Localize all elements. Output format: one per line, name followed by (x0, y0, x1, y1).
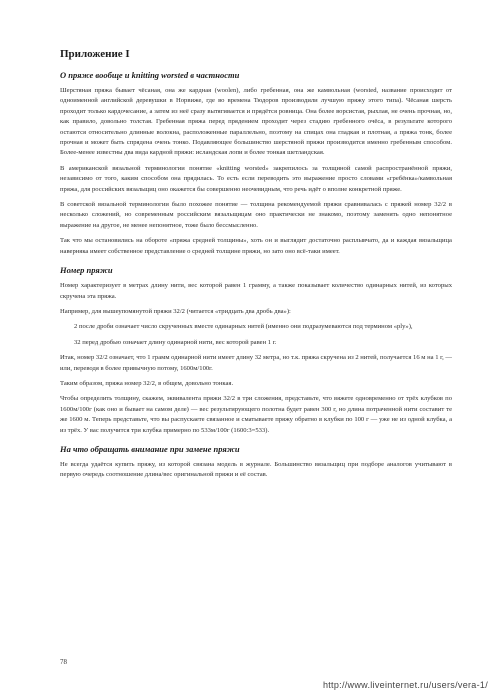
paragraph-6: Например, для вышеупомянутой пряжи 32/2 (читается «тридцать два дробь два»): (60, 307, 291, 315)
section-heading-yarn-substitution: На что обращать внимание при замене пряжи (60, 443, 240, 454)
appendix-title: Приложение I (60, 48, 130, 60)
paragraph-3: В советской вязальной терминологии было похожее понятие — толщина рекомендуемой пряжи сравнивалась с пряжей номер 32/2 в несколько сложений, но современным российским вязальщицам оно практически не знакомо, поэтому заменять одно непонятное выражение на другое, не менее непонятное, тоже было бессмысленно. (60, 201, 452, 229)
paragraph-11: Чтобы определить толщину, скажем, эквивалента пряжи 32/2 в три сложения, представьте, что вяжете одновременно от трёх клубков по 1600м/100г (как оно и бывает на самом деле) — вес результирующего полотна будет равен 300 г, но длина потраченной нити составит те же 1600 м. Теперь представьте, что вы распускаете связанное и сматываете пряжу обратно в клубки по 100 г — уже не из одной клубка, а из трёх. У вас получится три клубка примерно по 533м/100г (1600:3=533). (60, 395, 452, 434)
paragraph-5: Номер характеризует в метрах длину нити, вес которой равен 1 грамму, а также показывает количество одинарных нитей, из которых скручена эта пряжа. (60, 282, 452, 300)
paragraph-4: Так что мы остановились на обороте «пряжа средней толщины», хоть он и выглядит достаточно расплывчато, да и каждая вязальщица наверняка имеет собственное представление о средней толщине пряжи, но зато оно всё-таки имеет. (60, 237, 452, 255)
watermark-url: http://www.liveinternet.ru/users/vera-1/ (322, 680, 488, 690)
paragraph-8: 32 перед дробью означает длину одинарной нити, вес которой равен 1 г. (74, 338, 277, 346)
page-number: 78 (60, 658, 67, 666)
section-heading-yarn-number: Номер пряжи (60, 265, 113, 276)
paragraph-12: Не всегда удаётся купить пряжу, из которой связана модель в журнале. Большинство вязальщиц при подборе аналогов учитывают в первую очередь соотношение длина/вес оригинальной пряжи и её состав. (60, 460, 452, 479)
paragraph-1: Шерстяная пряжа бывает чёсаная, она же кардная (woolen), либо гребенная, она же камвольная (worsted, название происходит от одноименной английской деревушки в Норвиже, где во времена Тюдоров производили лучшую пряжу этого типа). Чёсаная шерсть проходит только кардочесание, а затем из неё сразу вытягивается и прядётся ровница. Она более ворсистая, рыхлая, не очень прочная, но, как правило, довольно толстая. Гребенная пряжа перед прядением проходит через стадию гребенного очёса, в результате которого остаются относительно длинные волокна, расположенные параллельно, поэтому на спицах она гладкая и плотная, а пряжа тонк, более прочная и может быть спрядена очень тонко. Подавляющее большинство шерстяной пряжи производится именно гребенным способом. Более-менее известны два вида кардной пряжи: исландская лопи и более тонкая шетландская. (60, 87, 452, 157)
paragraph-7: 2 после дроби означает число скрученных вместе одинарных нитей (именно они подразумеваются под термином «ply»), (74, 323, 413, 331)
paragraph-9: Итак, номер 32/2 означает, что 1 грамм одинарной нити имеет длину 32 метра, но т.к. пряжа скручена из 2 нитей, получается 16 м на 1 г, — или, переводя в более привычную потому, 1600м/100г. (60, 354, 452, 372)
section-heading-yarn: О пряже вообще и knitting worsted в частности (60, 70, 240, 80)
paragraph-2: В американской вязальной терминологии понятие «knitting worsted» закрепилось за толщиной самой распространённой пряжи, независимо от того, каким способом она прядилась. То есть если переводить это выражение просто словами «гребёнка»/камвольная пряжа, для российских вязальщиц оно окажется бы совершенно неочевидным, что речь идёт о вполне конкретной пряже. (60, 164, 452, 193)
paragraph-10: Таким образом, пряжа номер 32/2, в общем, довольно тонкая. (60, 379, 234, 387)
page-content (60, 48, 452, 486)
